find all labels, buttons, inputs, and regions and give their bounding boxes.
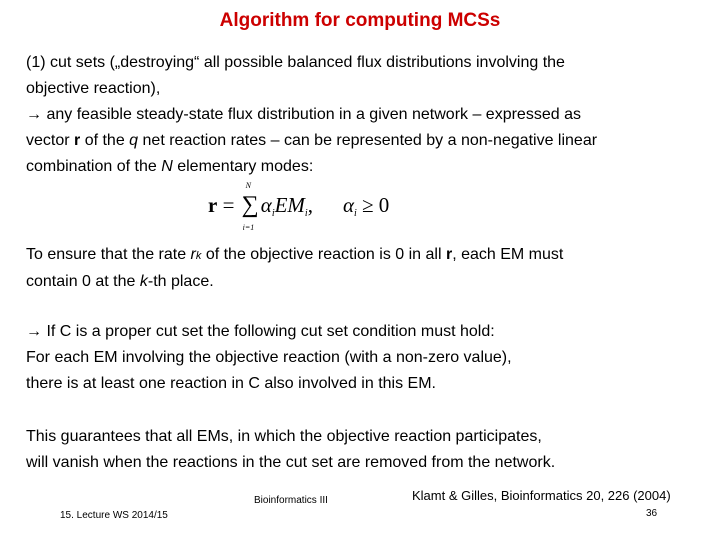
line <box>26 128 706 154</box>
alpha-index: i <box>271 208 275 219</box>
var-r: r <box>190 246 196 263</box>
vector-r: r <box>445 246 453 263</box>
var-k: k <box>139 273 148 290</box>
paragraph-cut-set-condition <box>26 319 706 397</box>
var-k-sub: k <box>195 250 202 262</box>
line: (1) cut sets („destroying“ all possible balanced flux distributions involving the <box>26 54 565 71</box>
text: net reaction rates – can be represented by a non-negative linear <box>138 132 598 149</box>
footer-course: Bioinformatics III <box>254 495 328 506</box>
text: -th place. <box>147 273 214 290</box>
formula-comma: , <box>307 193 313 217</box>
sum-symbol: ∑ N i=1 <box>241 181 259 232</box>
formula-equals: = <box>217 193 240 217</box>
line-text: any feasible steady-state flux distribution in a given network – expressed as <box>46 106 581 123</box>
implies-arrow-icon: → <box>26 106 42 123</box>
line: there is at least one reaction in C also involved in this EM. <box>26 375 436 392</box>
page-number: 36 <box>646 508 658 519</box>
text: , each EM must <box>452 246 564 263</box>
text: contain 0 at the <box>26 273 140 290</box>
formula <box>208 181 390 232</box>
geq-zero: ≥ 0 <box>356 193 390 217</box>
text: of the objective reaction is 0 in all <box>201 246 446 263</box>
line <box>26 102 706 128</box>
line <box>26 154 706 180</box>
footer-lecture: 15. Lecture WS 2014/15 <box>60 510 168 521</box>
sum-upper: N <box>245 181 252 190</box>
line <box>26 242 706 269</box>
slide-title: Algorithm for computing MCSs <box>219 10 501 31</box>
alpha-2-index: i <box>353 208 357 219</box>
line: objective reaction), <box>26 80 161 97</box>
alpha-2: α <box>342 193 354 217</box>
implies-arrow-icon: → <box>26 323 42 340</box>
line: This guarantees that all EMs, in which the objective reaction participates, <box>26 428 542 445</box>
footer-reference: Klamt & Gilles, Bioinformatics 20, 226 (2004) <box>412 488 671 503</box>
alpha: α <box>260 193 272 217</box>
sum-lower: i=1 <box>242 223 255 232</box>
line-text: If C is a proper cut set the following cut set condition must hold: <box>46 323 495 340</box>
text: combination of the <box>26 158 162 175</box>
text: of the <box>80 132 130 149</box>
em-index: i <box>304 208 308 219</box>
text: vector <box>26 132 75 149</box>
text: To ensure that the rate <box>26 246 191 263</box>
paragraph-objective-rate <box>26 242 706 295</box>
formula-r: r <box>208 193 218 217</box>
line <box>26 269 706 295</box>
line <box>26 319 706 345</box>
paragraph-guarantee <box>26 424 706 476</box>
text: elementary modes: <box>172 158 314 175</box>
line: will vanish when the reactions in the cut set are removed from the network. <box>26 454 556 471</box>
var-n: N <box>161 158 173 175</box>
em: EM <box>274 193 305 217</box>
var-q: q <box>129 132 139 149</box>
paragraph-cut-sets <box>26 50 706 180</box>
vector-r: r <box>74 132 81 149</box>
line: For each EM involving the objective reaction (with a non-zero value), <box>26 349 512 366</box>
